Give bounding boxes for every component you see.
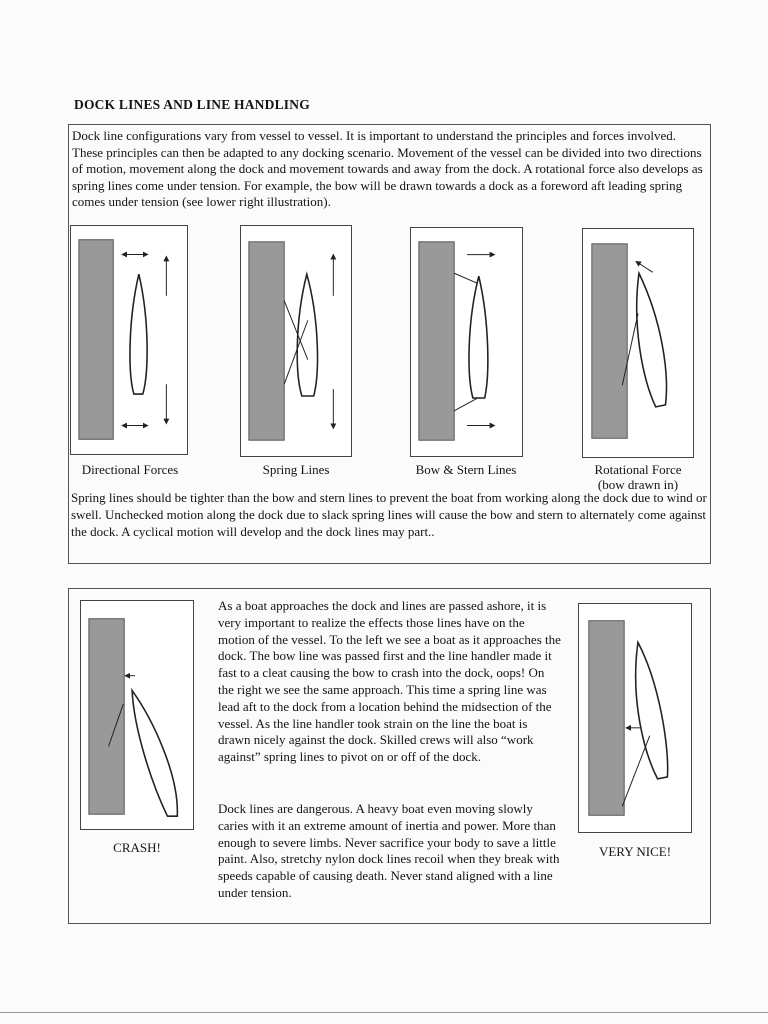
rotational-force-diagram [582,228,694,458]
caption-spring: Spring Lines [262,462,330,477]
boat-hull [297,274,317,396]
page-title: DOCK LINES AND LINE HANDLING [74,97,310,112]
dock [419,242,454,440]
caption-rotational: Rotational Force [594,462,682,477]
caption-rotational-sub: (bow drawn in) [597,477,679,492]
crash-label: CRASH! [113,840,161,855]
crash-diagram [80,600,194,830]
approach-paragraph: As a boat approaches the dock and lines are passed ashore, it is very important to realize the effects those lines have on the motion of the vessel. To the left we see a boat as it approaches the dock. The bow line was passed first and the line handler made it fast to a cleat causing the bow to crash into the dock, oops! On the right we see the same approach. This time a spring line was lead aft to the dock from a location behind the midsection of the vessel. As the line handler took strain on the line the boat is drawn nicely against the dock. Skilled crews will also “work against” spring lines to pivot on or off of the dock. [218,598,561,765]
boat-hull [469,276,488,398]
boat-hull [132,690,177,816]
caption-bow-stern: Bow & Stern Lines [415,462,517,477]
boat-hull [637,273,667,407]
boat-hull [130,274,147,394]
dock [592,244,627,438]
bow-stern-lines-diagram [410,227,523,457]
intro-paragraph: Dock line configurations vary from vessel to vessel. It is important to understand the principles and forces involved. These principles can then be adapted to any docking scenario. Movement of the vessel can be divided into two directions of motion, movement along the dock and movement towards and away from the dock. A rotational force also develops as spring lines come under tension. For example, the bow will be drawn towards a dock as a foreword aft leading spring comes under tension (see lower right illustration). [72,128,703,210]
caption-directional: Directional Forces [81,462,179,477]
spring-lines-diagram [240,225,352,457]
spring-lines-note: Spring lines should be tighter than the bow and stern lines to prevent the boat from working along the dock due to wind or swell. Unchecked motion along the dock due to slack spring lines will cause the bow and stern to alternately come against the dock. A cyclical motion will develop and the dock lines may part.. [71,490,707,539]
dock [79,240,113,440]
bow-line [454,273,477,283]
very-nice-label: VERY NICE! [598,844,672,859]
dock [589,621,624,816]
page-bottom-edge [0,1012,768,1013]
very-nice-diagram [578,603,692,833]
stern-line [454,398,478,411]
spring-line [622,736,650,807]
danger-paragraph: Dock lines are dangerous. A heavy boat even moving slowly caries with it an extreme amount of inertia and power. More than enough to severe limbs. Never sacrifice your body to save a little paint. Also, stretchy nylon dock lines recoil when they break with speeds capable of causing death. Never stand aligned with a line under tension. [218,801,560,900]
dock [249,242,284,440]
directional-forces-diagram [70,225,188,455]
